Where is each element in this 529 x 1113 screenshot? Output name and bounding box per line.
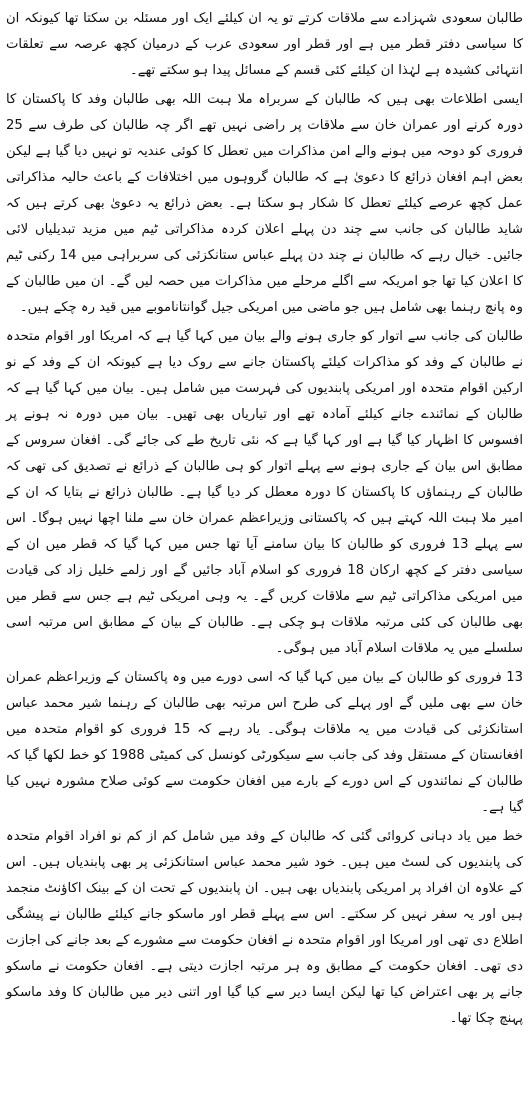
paragraph-1: طالبان سعودی شہزادے سے ملاقات کرتے تو یہ ان کیلئے ایک اور مسئلہ بن سکتا تھا کیونکہ ان کا سیاسی دفتر قطر میں ہے اور قطر اور سعودی عرب کے درمیان کچھ عرصہ سے تعلقات انتہائی کشیدہ ہے لہٰذا ان کیلئے کئی قسم کے مسائل پیدا ہو سکتے تھے۔ — [6, 11, 523, 78]
paragraph-4: 13 فروری کو طالبان کے بیان میں کہا گیا کہ اسی دورے میں وہ پاکستان کے وزیراعظم عمران خان سے بھی ملیں گے اور پہلے کی طرح اس مرتبہ بھی طالبان کے رہنما شیر محمد عباس استانکزئی کی قیادت میں یہ ملاقات ہوگی۔ یاد رہے کہ 15 فروری کو اقوام متحدہ میں افغانستان کے مستقل وفد کی جانب سے سیکورٹی کونسل کی کمیٹی 1988 کو خط لکھا گیا کہ طالبان کے نمائندوں کے اس دورے کے بارے میں افغان حکومت سے کوئی صلاح مشورہ نہیں کیا گیا ہے۔ — [6, 670, 523, 815]
paragraph-3: طالبان کی جانب سے اتوار کو جاری ہونے والے بیان میں کہا گیا ہے کہ امریکا اور اقوام متحدہ نے طالبان کے وفد کو مذاکرات کیلئے پاکستان جانے سے روک دیا ہے کیونکہ ان کے وفد کے نو ارکین اقوام متحدہ اور امریکی پابندیوں کی فہرست میں شامل ہیں۔ بیان میں کہا گیا ہے کہ طالبان کے نمائندے جانے کیلئے آمادہ تھے اور تیاریاں بھی تھیں۔ بیان میں دورہ نہ ہونے پر افسوس کا اظہار کیا گیا ہے اور کہا گیا ہے کہ نئی تاریخ طے کی جائے گی۔ افغان سروس کے مطابق اس بیان کے جاری ہونے سے پہلے اتوار کو ہی طالبان کے ذرائع نے تصدیق کی تھی کہ طالبان کے رہنماؤں کا پاکستان کا دورہ معطل کر دیا گیا ہے۔ طالبان ذرائع نے بتایا کہ ان کے امیر ملا ہبت اللہ کہتے ہیں کہ پاکستانی وزیراعظم عمران خان سے ملنا اچھا نہیں ہوگا۔ اس سے پہلے 13 فروری کو طالبان کا بیان سامنے آیا تھا جس میں کہا گیا کہ قطر میں ان کے سیاسی دفتر کے کچھ ارکان 18 فروری کو اسلام آباد جائیں گے اور زلمے خلیل زاد کی قیادت میں امریکی مذاکراتی ٹیم سے ملاقات کریں گے۔ یہ وہی امریکی ٹیم ہے جس سے قطر میں بھی طالبان کی کئی مرتبہ ملاقات ہو چکی ہے۔ طالبان کے بیان کے مطابق اس مرتبہ اسی سلسلے میں یہ ملاقات اسلام آباد میں ہوگی۔ — [6, 329, 523, 656]
paragraph-2: ایسی اطلاعات بھی ہیں کہ طالبان کے سربراہ ملا ہبت اللہ بھی طالبان وفد کا پاکستان کا دورہ کرنے اور عمران خان سے ملاقات پر راضی نہیں تھے اگر چہ طالبان کی طرف سے 25 فروری کو دوحہ میں ہونے والے امن مذاکرات میں تعطل کا کوئی عندیہ تو نہیں دیا گیا ہے لیکن بعض اہم افغان ذرائع کا دعویٰ ہے کہ طالبان گروہوں میں اختلافات کے باعث حالیہ مذاکراتی عمل کچھ عرصے کیلئے تعطل کا شکار ہو سکتا ہے۔ بعض ذرائع یہ دعویٰ بھی کرتے ہیں کہ شاید طالبان کی جانب سے چند دن پہلے اعلان کردہ مذاکراتی ٹیم میں مزید تبدیلیاں لائی جائیں۔ خیال رہے کہ طالبان نے چند دن پہلے عباس ستانکزئی کی سربراہی میں 14 رکنی ٹیم کا اعلان کیا تھا جو امریکہ سے اگلے مرحلے میں مذاکرات میں حصہ لیں گے۔ ان میں طالبان کے وہ پانچ رہنما بھی شامل ہیں جو ماضی میں امریکی جیل گوانتاناموبے میں قید رہ چکے ہیں۔ — [6, 92, 523, 315]
paragraph-5: خط میں یاد دہانی کروائی گئی کہ طالبان کے وفد میں شامل کم از کم نو افراد اقوام متحدہ کی پابندیوں کی لسٹ میں ہیں۔ خود شیر محمد عباس استانکزئی پر بھی پابندیاں ہیں۔ اس کے علاوہ ان افراد پر امریکی پابندیاں بھی ہیں۔ ان پابندیوں کے تحت ان کے بینک اکاؤنٹ منجمد ہیں اور یہ سفر نہیں کر سکتے۔ اس سے پہلے قطر اور ماسکو جانے کیلئے طالبان نے پیشگی اطلاع دی تھی اور امریکا اور اقوام متحدہ نے افغان حکومت سے مشورے کے بعد جانے کی اجازت دی تھی۔ افغان حکومت کے مطابق وہ ہر مرتبہ اجازت دیتی ہے۔ افغان حکومت نے ماسکو جانے پر بھی اعتراض کیا تھا لیکن ایسا دیر سے کیا گیا اور اتنی دیر میں طالبان کا وفد ماسکو پہنچ چکا تھا۔ — [6, 829, 523, 1026]
